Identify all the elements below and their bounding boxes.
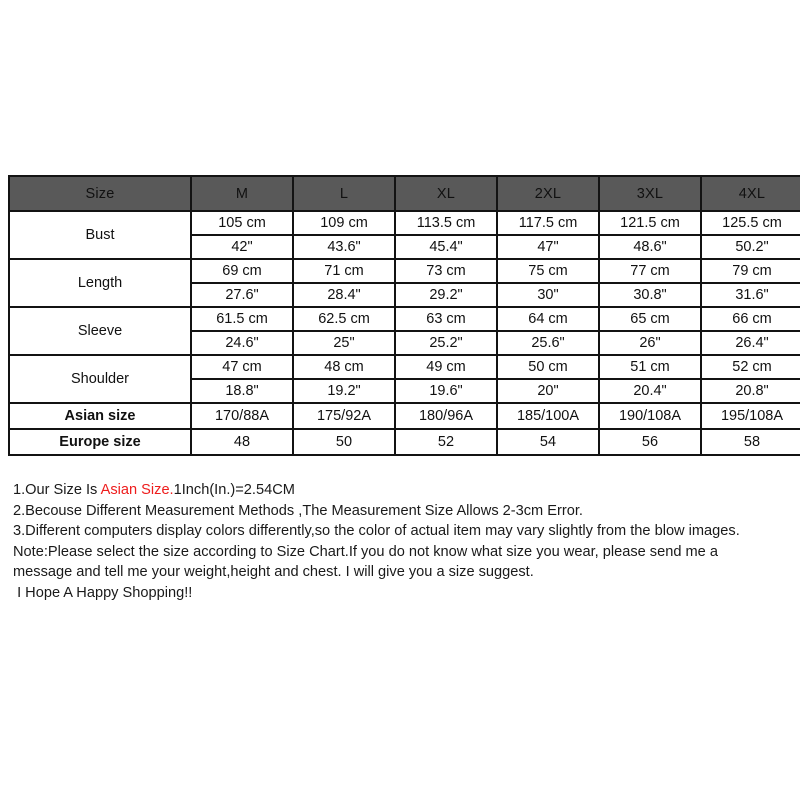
cell-shoulder-l-cm: 48 cm xyxy=(293,355,395,379)
table-row xyxy=(9,259,800,283)
cell-asian-2xl: 185/100A xyxy=(497,403,599,429)
cell-sleeve-xl-in: 25.2" xyxy=(395,331,497,355)
cell-shoulder-m-in: 18.8" xyxy=(191,379,293,403)
cell-sleeve-m-cm: 61.5 cm xyxy=(191,307,293,331)
cell-length-3xl-in: 30.8" xyxy=(599,283,701,307)
cell-bust-l-cm: 109 cm xyxy=(293,211,395,235)
cell-bust-xl-in: 45.4" xyxy=(395,235,497,259)
cell-bust-l-in: 43.6" xyxy=(293,235,395,259)
header-cell-2xl: 2XL xyxy=(497,176,599,211)
header-cell-size: Size xyxy=(9,176,191,211)
cell-asian-l: 175/92A xyxy=(293,403,395,429)
row-label-sleeve: Sleeve xyxy=(9,307,191,355)
header-cell-xl: XL xyxy=(395,176,497,211)
note-1-highlight: Asian Size. xyxy=(100,482,174,498)
cell-length-2xl-in: 30" xyxy=(497,283,599,307)
cell-sleeve-4xl-in: 26.4" xyxy=(701,331,800,355)
header-cell-3xl: 3XL xyxy=(599,176,701,211)
table-body xyxy=(9,211,800,455)
cell-shoulder-4xl-in: 20.8" xyxy=(701,379,800,403)
cell-europe-xl: 52 xyxy=(395,429,497,455)
cell-shoulder-2xl-in: 20" xyxy=(497,379,599,403)
row-label-bust: Bust xyxy=(9,211,191,259)
cell-shoulder-xl-cm: 49 cm xyxy=(395,355,497,379)
row-label-asian-size: Asian size xyxy=(9,403,191,429)
row-label-length: Length xyxy=(9,259,191,307)
cell-sleeve-2xl-cm: 64 cm xyxy=(497,307,599,331)
cell-sleeve-l-in: 25" xyxy=(293,331,395,355)
cell-length-3xl-cm: 77 cm xyxy=(599,259,701,283)
cell-length-xl-cm: 73 cm xyxy=(395,259,497,283)
notes-block xyxy=(13,480,773,603)
cell-length-xl-in: 29.2" xyxy=(395,283,497,307)
cell-shoulder-l-in: 19.2" xyxy=(293,379,395,403)
cell-europe-m: 48 xyxy=(191,429,293,455)
note-line-4: Note:Please select the size according to Size Chart.If you do not know what size you wear, please send me a message and tell me your weight,height and chest. I will give you a size suggest. xyxy=(13,543,723,580)
table-row xyxy=(9,211,800,235)
cell-shoulder-4xl-cm: 52 cm xyxy=(701,355,800,379)
cell-bust-m-cm: 105 cm xyxy=(191,211,293,235)
table-row xyxy=(9,307,800,331)
cell-bust-2xl-cm: 117.5 cm xyxy=(497,211,599,235)
table-row xyxy=(9,429,800,455)
cell-bust-m-in: 42" xyxy=(191,235,293,259)
cell-length-l-in: 28.4" xyxy=(293,283,395,307)
cell-bust-3xl-cm: 121.5 cm xyxy=(599,211,701,235)
table-row xyxy=(9,403,800,429)
cell-sleeve-xl-cm: 63 cm xyxy=(395,307,497,331)
cell-bust-4xl-in: 50.2" xyxy=(701,235,800,259)
note-line-1 xyxy=(13,480,773,501)
note-line-3: 3.Different computers display colors differently,so the color of actual item may vary slightly from the blow images. xyxy=(13,523,740,539)
note-line-2: 2.Becouse Different Measurement Methods ,The Measurement Size Allows 2-3cm Error. xyxy=(13,502,583,519)
cell-shoulder-3xl-in: 20.4" xyxy=(599,379,701,403)
header-cell-4xl: 4XL xyxy=(701,176,800,211)
cell-sleeve-3xl-cm: 65 cm xyxy=(599,307,701,331)
note-1-suffix: 1Inch(In.)=2.54CM xyxy=(173,482,295,498)
cell-bust-4xl-cm: 125.5 cm xyxy=(701,211,800,235)
cell-asian-m: 170/88A xyxy=(191,403,293,429)
size-chart-table xyxy=(8,175,800,456)
cell-asian-4xl: 195/108A xyxy=(701,403,800,429)
cell-length-4xl-in: 31.6" xyxy=(701,283,800,307)
cell-shoulder-3xl-cm: 51 cm xyxy=(599,355,701,379)
cell-europe-l: 50 xyxy=(293,429,395,455)
cell-length-l-cm: 71 cm xyxy=(293,259,395,283)
table-header xyxy=(9,176,800,211)
cell-bust-2xl-in: 47" xyxy=(497,235,599,259)
header-cell-m: M xyxy=(191,176,293,211)
cell-sleeve-2xl-in: 25.6" xyxy=(497,331,599,355)
note-1-prefix: 1.Our Size Is xyxy=(13,482,101,498)
cell-bust-3xl-in: 48.6" xyxy=(599,235,701,259)
cell-length-m-cm: 69 cm xyxy=(191,259,293,283)
row-label-europe-size: Europe size xyxy=(9,429,191,455)
cell-asian-3xl: 190/108A xyxy=(599,403,701,429)
row-label-shoulder: Shoulder xyxy=(9,355,191,403)
cell-length-m-in: 27.6" xyxy=(191,283,293,307)
cell-europe-3xl: 56 xyxy=(599,429,701,455)
note-line-5: I Hope A Happy Shopping!! xyxy=(13,584,193,601)
cell-sleeve-4xl-cm: 66 cm xyxy=(701,307,800,331)
cell-shoulder-m-cm: 47 cm xyxy=(191,355,293,379)
cell-asian-xl: 180/96A xyxy=(395,403,497,429)
cell-shoulder-2xl-cm: 50 cm xyxy=(497,355,599,379)
cell-europe-2xl: 54 xyxy=(497,429,599,455)
cell-sleeve-l-cm: 62.5 cm xyxy=(293,307,395,331)
size-chart-container xyxy=(8,175,788,456)
cell-length-2xl-cm: 75 cm xyxy=(497,259,599,283)
table-header-row xyxy=(9,176,800,211)
cell-sleeve-3xl-in: 26" xyxy=(599,331,701,355)
cell-sleeve-m-in: 24.6" xyxy=(191,331,293,355)
cell-shoulder-xl-in: 19.6" xyxy=(395,379,497,403)
cell-length-4xl-cm: 79 cm xyxy=(701,259,800,283)
header-cell-l: L xyxy=(293,176,395,211)
cell-europe-4xl: 58 xyxy=(701,429,800,455)
table-row xyxy=(9,355,800,379)
cell-bust-xl-cm: 113.5 cm xyxy=(395,211,497,235)
